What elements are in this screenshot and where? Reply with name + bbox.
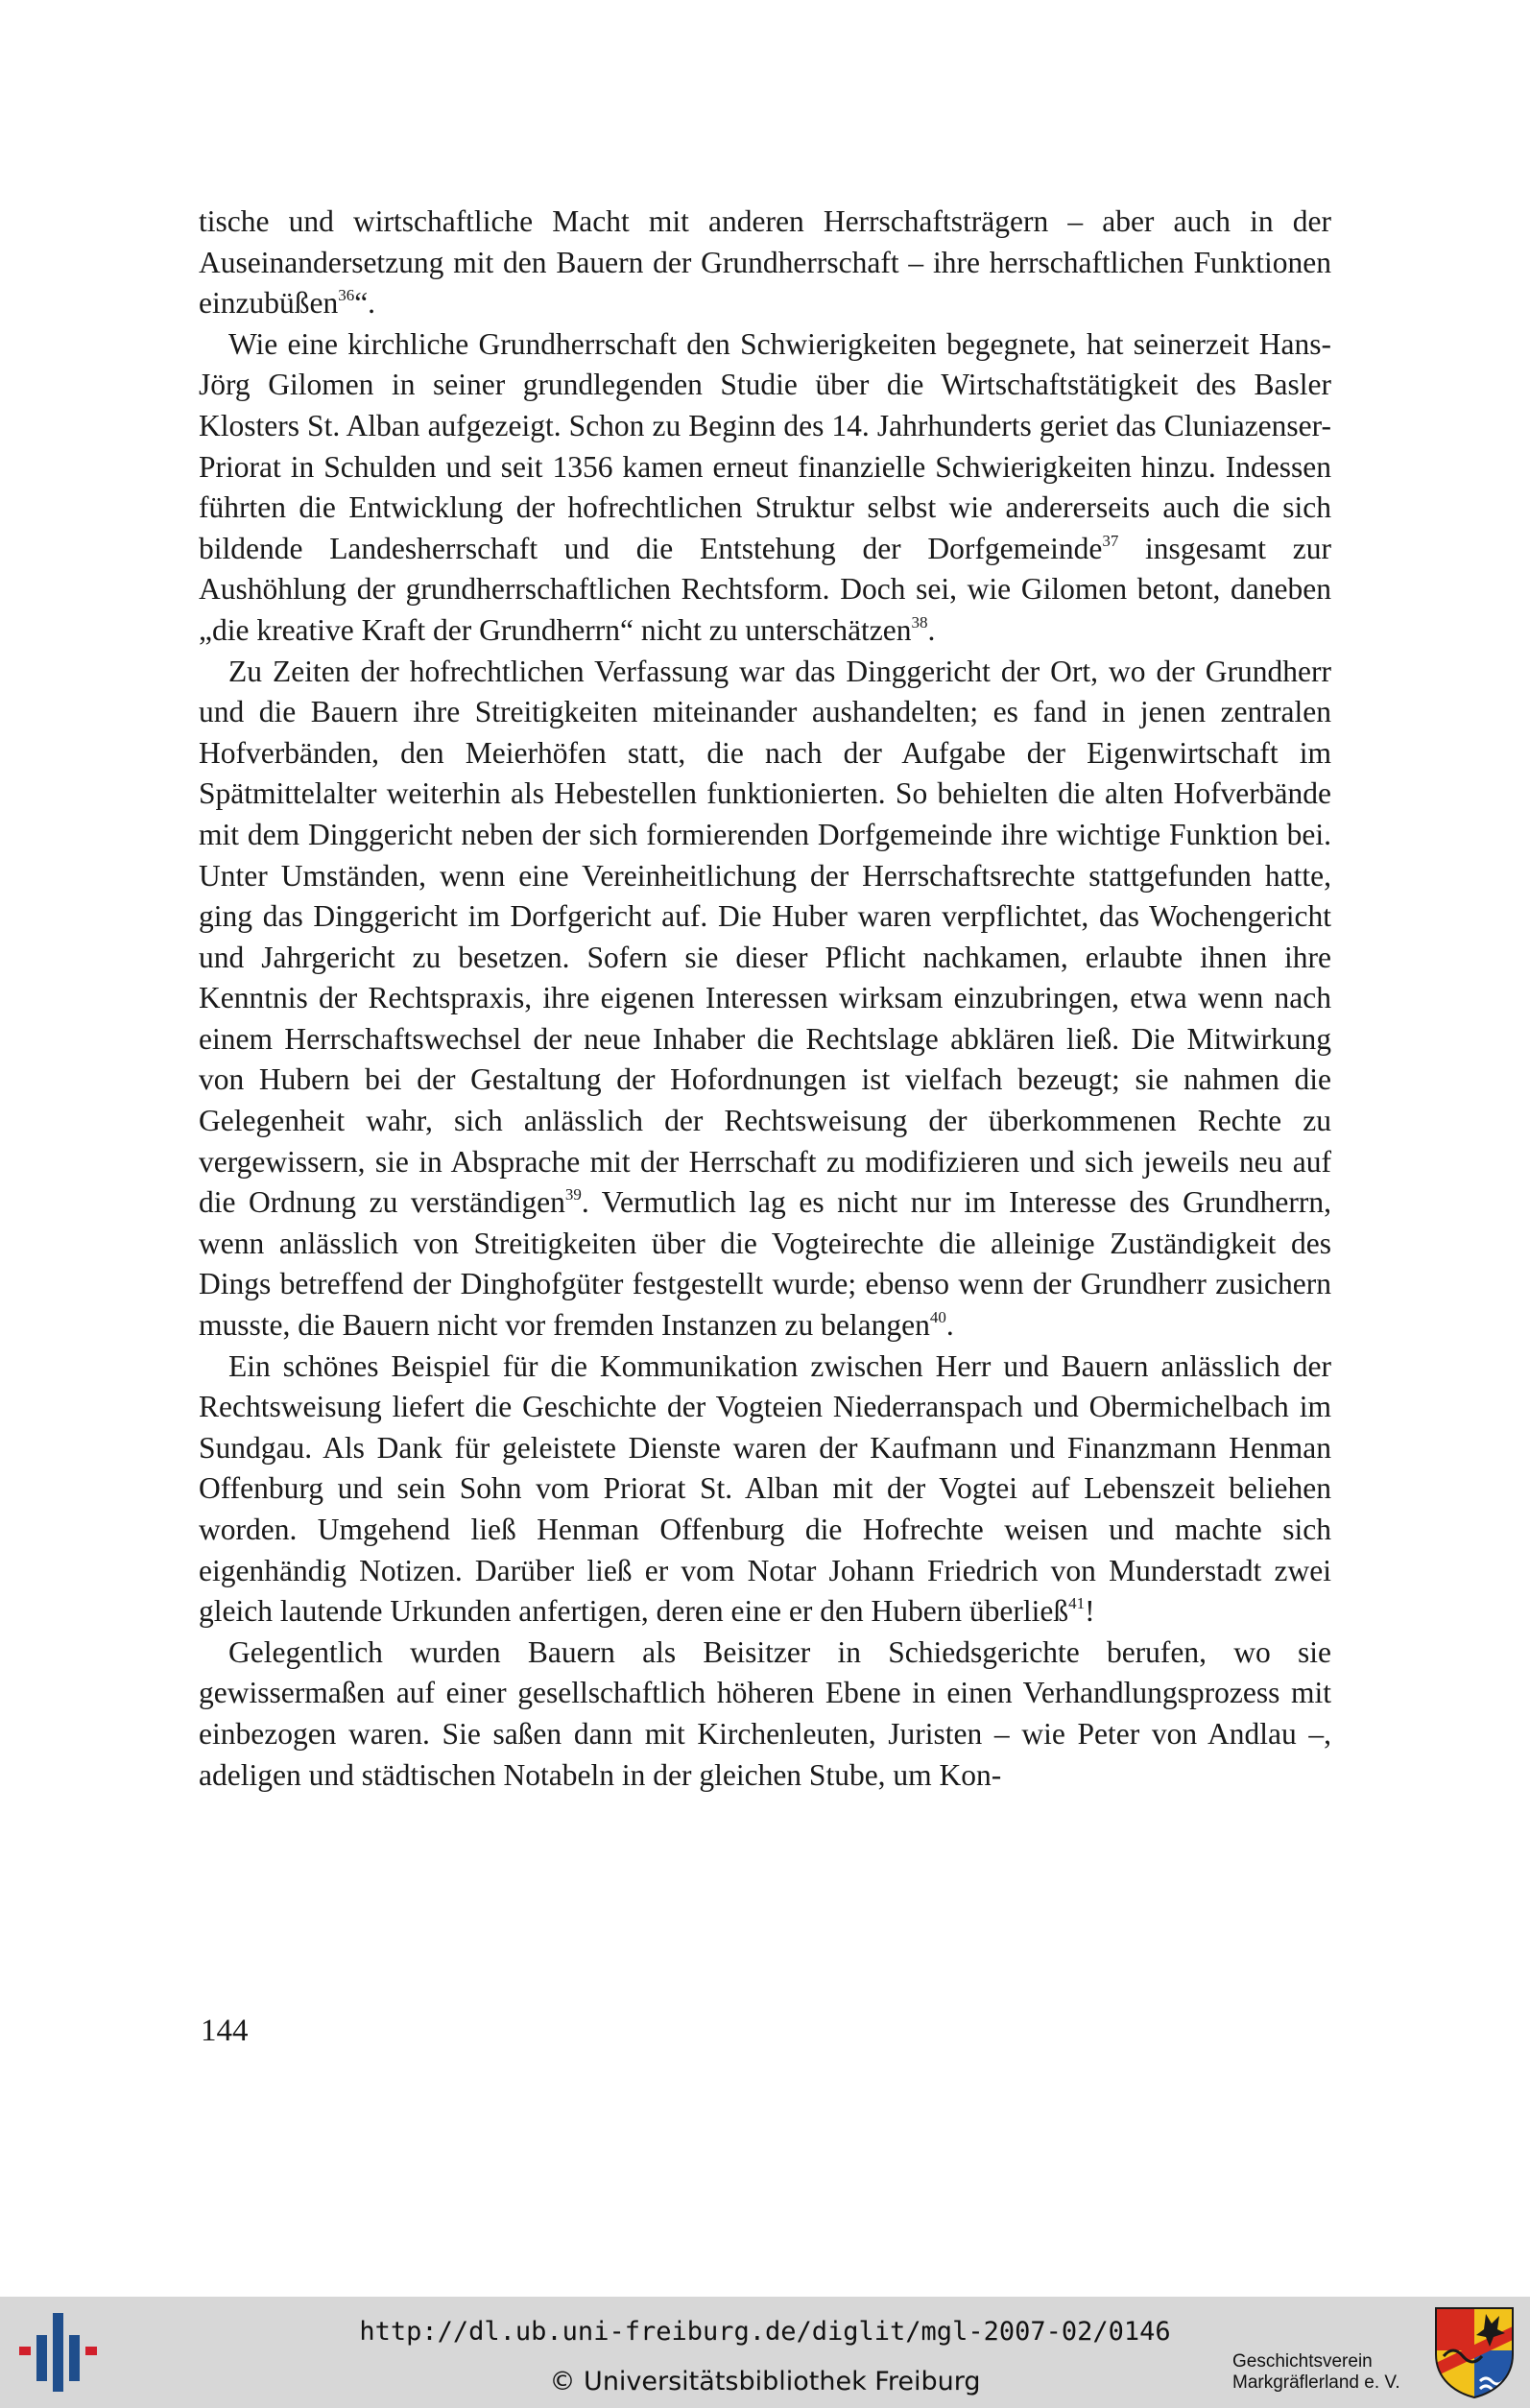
footnote-ref[interactable]: 37 [1102,531,1119,550]
page-number: 144 [201,2014,249,2048]
society-name-line1: Geschichtsverein [1232,2351,1373,2372]
text-run: . [927,612,936,647]
text-run: Ein schönes Beispiel für die Kommunikation zwischen Herr und Bauern anlässlich der Rechtsweisung liefert die Geschichte der Vogteien Niederranspach und Obermichelbach im Sundgau. Als Dank für geleistete Dienste waren der Kaufmann und Finanzmann Henman Offenburg und sein Sohn vom Priorat St. Alban mit der Vogtei auf Lebenszeit beliehen worden. Umgehend ließ Henman Offenburg die Hofrechte weisen und machte sich eigenhändig Notizen. Darüber ließ er vom Notar Johann Friedrich von Munderstadt zwei gleich lautende Urkunden anfertigen, deren eine er den Hubern überließ [199,1348,1331,1629]
text-run: . Vermutlich lag es nicht nur im Interesse des Grundherrn, wenn anlässlich von Streitigkeiten über die Vogteirechte die alleinige Zuständigkeit des Dings betreffend der Dinghofgüter festgestellt wurde; ebenso wenn der Grundherr zusichern musste, die Bauern nicht vor fremden Instanzen zu belangen [199,1185,1331,1343]
text-run: “. [354,286,376,321]
coat-of-arms-icon[interactable] [1434,2306,1515,2398]
text-run: Gelegentlich wurden Bauern als Beisitzer in Schiedsgerichte berufen, wo sie gewissermaßen auf einer gesellschaftlich höheren Ebene in einen Verhandlungsprozess mit einbezogen waren. Sie saßen dann mit Kirchenleuten, Juristen – wie Peter von Andlau –, adeligen und städtischen Notabeln in der gleichen Stube, um Kon- [199,1634,1331,1792]
footnote-ref[interactable]: 36 [338,286,355,305]
text-run: tische und wirtschaftliche Macht mit anderen Herrschaftsträgern – aber auch in der Auseinandersetzung mit den Bauern der Grundherrschaft – ihre herrschaftlichen Funktionen einzubüßen [199,204,1331,321]
body-text [199,202,1331,1796]
footnote-ref[interactable]: 38 [911,612,928,632]
text-run: ! [1085,1594,1095,1629]
document-url-link[interactable]: http://dl.ub.uni-freiburg.de/diglit/mgl-2007-02/0146 [359,2317,1171,2347]
paragraph [199,1633,1331,1796]
society-name[interactable] [1232,2351,1424,2394]
paragraph [199,652,1331,1347]
paragraph [199,1347,1331,1633]
copyright-notice: © Universitätsbibliothek Freiburg [549,2367,981,2396]
text-run: Wie eine kirchliche Grundherrschaft den Schwierigkeiten begegnete, hat seinerzeit Hans-Jörg Gilomen in seiner grundlegenden Studie über die Wirtschaftstätigkeit des Basler Klosters St. Alban aufgezeigt. Schon zu Beginn des 14. Jahrhunderts geriet das Cluniazenser-Priorat in Schulden und seit 1356 kamen erneut finanzielle Schwierigkeiten hinzu. Indessen führten die Entwicklung der hofrechtlichen Struktur selbst wie andererseits auch die sich bildende Landesherrschaft und die Entstehung der Dorfgemeinde [199,326,1331,565]
text-run: . [945,1308,954,1343]
society-name-line2: Markgräflerland e. V. [1232,2372,1400,2393]
footnote-ref[interactable]: 39 [564,1185,582,1204]
text-run: Zu Zeiten der hofrechtlichen Verfassung war das Dinggericht der Ort, wo der Grundherr und die Bauern ihre Streitigkeiten miteinander aushandelten; es fand in jenen zentralen Hofverbänden, den Meierhöfen statt, die nach der Aufgabe der Eigenwirtschaft im Spätmittelalter weiterhin als Hebestellen funktionierten. So behielten die alten Hofverbände mit dem Dinggericht neben der sich formierenden Dorfgemeinde ihre wichtige Funktion bei. Unter Umständen, wenn eine Vereinheitlichung der Herrschaftsrechte stattgefunden hatte, ging das Dinggericht im Dorfgericht auf. Die Huber waren verpflichtet, das Wochengericht und Jahrgericht zu besetzen. Sofern sie dieser Pflicht nachkamen, erlaubte ihnen ihre Kenntnis der Rechtspraxis, ihre eigenen Interessen wirksam einzubringen, etwa wenn nach einem Herrschaftswechsel der neue Inhaber die Rechtslage abklären ließ. Die Mitwirkung von Hubern bei der Gestaltung der Hofordnungen ist vielfach bezeugt; sie nahmen die Gelegenheit wahr, sich anlässlich der Rechtsweisung der überkommenen Rechte zu vergewissern, sie in Absprache mit der Herrschaft zu modifizieren und sich jeweils neu auf die Ordnung zu verständigen [199,654,1331,1220]
footnote-ref[interactable]: 41 [1068,1594,1086,1613]
footnote-ref[interactable]: 40 [929,1308,946,1327]
paragraph [199,202,1331,324]
text-run: insgesamt zur Aushöhlung der grundherrschaftlichen Rechtsform. Doch sei, wie Gilomen betont, daneben „die kreative Kraft der Grundherrn“ nicht zu unterschätzen [199,531,1331,647]
paragraph [199,324,1331,652]
